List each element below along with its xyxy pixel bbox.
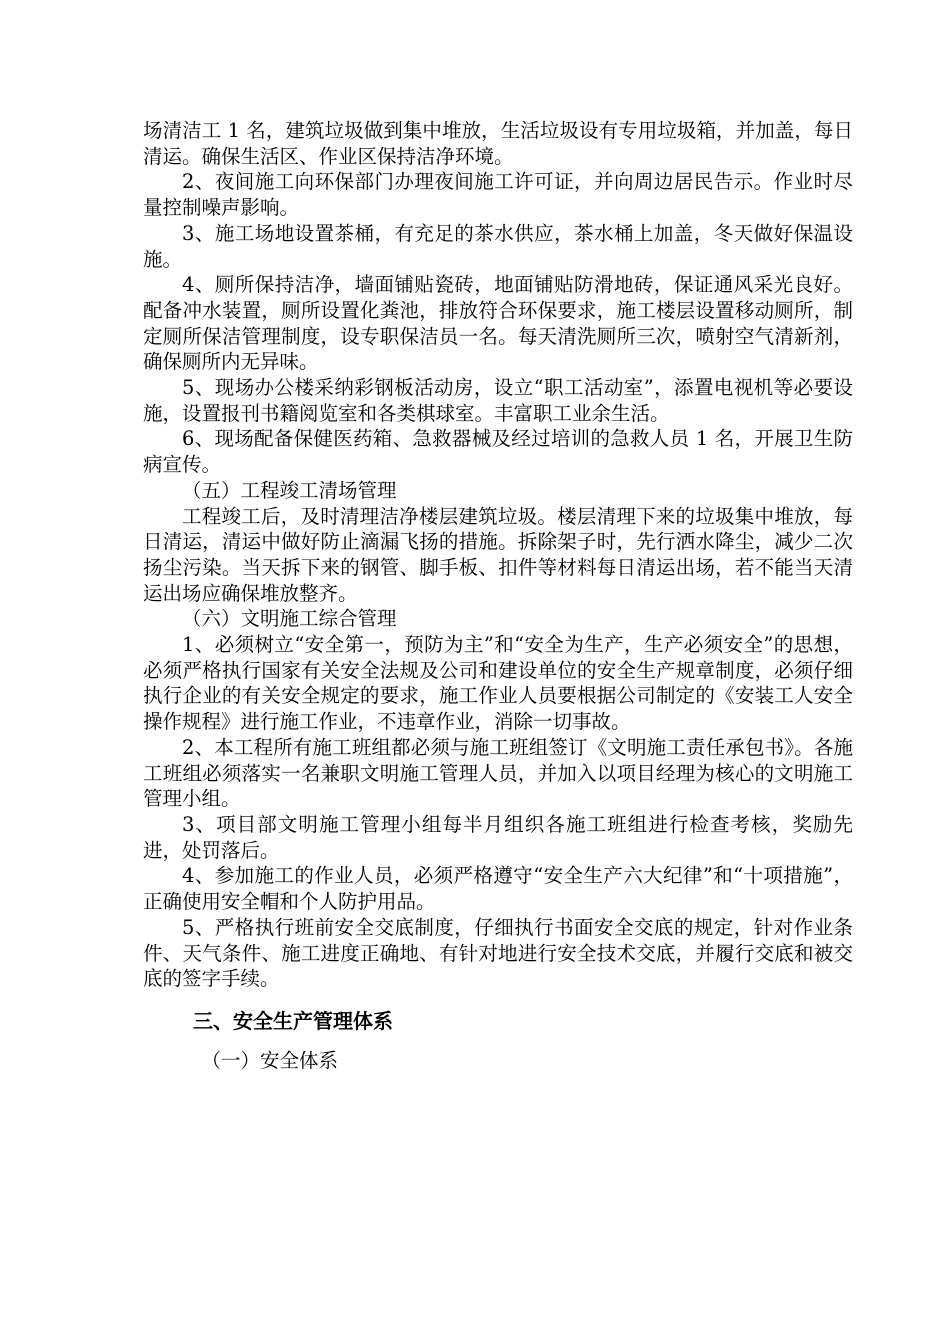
- paragraph-safety-5: 5、严格执行班前安全交底制度，仔细执行书面安全交底的规定，针对作业条件、天气条件、施工进度正确地、有针对地进行安全技术交底，并履行交底和被交底的签字手续。: [143, 915, 853, 991]
- paragraph-completion-cleanup: 工程竣工后，及时清理洁净楼层建筑垃圾。楼层清理下来的垃圾集中堆放，每日清运，清运中做好防止滴漏飞扬的措施。拆除架子时，先行洒水降尘，减少二次扬尘污染。当天拆下来的钢管、脚手板、扣件等材料每日清运出场，若不能当天清运出场应确保堆放整齐。: [143, 504, 853, 605]
- paragraph-item-3: 3、施工场地设置茶桶，有充足的茶水供应，茶水桶上加盖，冬天做好保温设施。: [143, 221, 853, 271]
- paragraph-safety-1: 1、必须树立“安全第一，预防为主”和“安全为生产，生产必须安全”的思想，必须严格执行国家有关安全法规及公司和建设单位的安全生产规章制度，必须仔细执行企业的有关安全规定的要求，施工作业人员要根据公司制定的《安装工人安全操作规程》进行施工作业，不违章作业，消除一切事故。: [143, 633, 853, 734]
- section-title-5: （五）工程竣工清场管理: [182, 478, 397, 502]
- paragraph-item-6: 6、现场配备保健医药箱、急救器械及经过培训的急救人员 1 名，开展卫生防病宣传。: [143, 427, 853, 477]
- paragraph-item-5: 5、现场办公楼采纳彩钢板活动房，设立“职工活动室”，添置电视机等必要设施，设置报刊书籍阅览室和各类棋球室。丰富职工业余生活。: [143, 376, 853, 425]
- paragraph-safety-2: 2、本工程所有施工班组都必须与施工班组签订《文明施工责任承包书》。各施工班组必须落实一名兼职文明施工管理人员，并加入以项目经理为核心的文明施工管理小组。: [143, 735, 853, 811]
- paragraph-continuation: 场清洁工 1 名，建筑垃圾做到集中堆放，生活垃圾设有专用垃圾箱，并加盖，每日清运。确保生活区、作业区保持洁净环境。: [143, 119, 853, 168]
- paragraph-safety-3: 3、项目部文明施工管理小组每半月组织各施工班组进行检查考核，奖励先进，处罚落后。: [143, 812, 853, 862]
- section-title-6: （六）文明施工综合管理: [182, 607, 397, 631]
- paragraph-item-4: 4、厕所保持洁净，墙面铺贴瓷砖，地面铺贴防滑地砖，保证通风采光良好。配备冲水装置，厕所设置化粪池，排放符合环保要求，施工楼层设置移动厕所，制定厕所保洁管理制度，设专职保洁员一名。每天清洗厕所三次，喷射空气清新剂，确保厕所内无异味。: [143, 273, 853, 374]
- paragraph-item-2: 2、夜间施工向环保部门办理夜间施工许可证，并向周边居民告示。作业时尽量控制噪声影响。: [143, 170, 853, 220]
- chapter-heading: 三、安全生产管理体系: [193, 1008, 393, 1033]
- document-body: [143, 118, 853, 1076]
- section-title-1: （一）安全体系: [201, 1048, 339, 1072]
- paragraph-safety-4: 4、参加施工的作业人员，必须严格遵守“安全生产六大纪律”和“十项措施”，正确使用安全帽和个人防护用品。: [143, 864, 853, 914]
